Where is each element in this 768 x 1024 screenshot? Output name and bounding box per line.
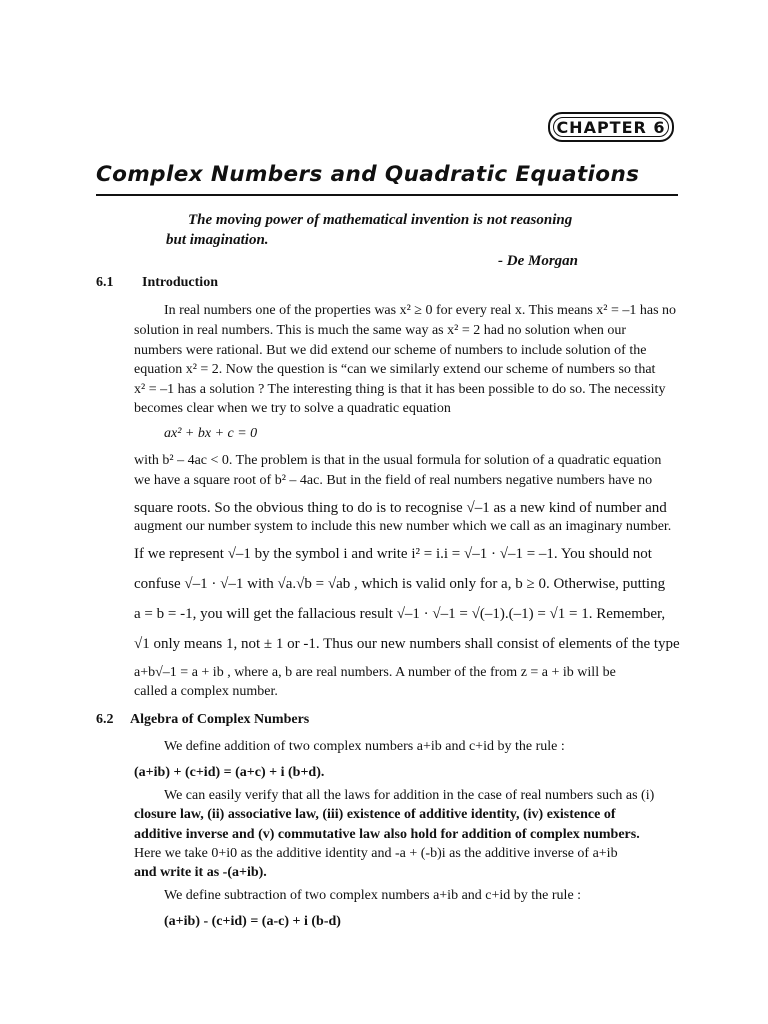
subtraction-rule: (a+ib) - (c+id) = (a-c) + i (b-d) — [164, 914, 341, 929]
paragraph-line: called a complex number. — [134, 684, 278, 699]
paragraph-line: If we represent √–1 by the symbol i and write i² = i.i = √–1 · √–1 = –1. You should not — [134, 546, 652, 562]
paragraph-line: equation x² = 2. Now the question is “can we similarly extend our scheme of numbers so that — [134, 362, 656, 377]
chapter-badge — [548, 112, 674, 142]
epigraph-line-1: The moving power of mathematical invention is not reasoning — [188, 212, 573, 228]
paragraph-line: with b² – 4ac < 0. The problem is that in the usual formula for solution of a quadratic equation — [134, 453, 662, 468]
paragraph-line: a = b = -1, you will get the fallacious result √–1 · √–1 = √(–1).(–1) = √1 = 1. Remember, — [134, 606, 666, 622]
paragraph-line: becomes clear when we try to solve a quadratic equation — [134, 401, 451, 416]
paragraph-line: √1 only means 1, not ± 1 or -1. Thus our new numbers shall consist of elements of the type — [134, 636, 680, 652]
epigraph-line-2: but imagination. — [166, 232, 269, 248]
paragraph-line: x² = –1 has a solution ? The interesting thing is that it has been possible to do so. The necessity — [134, 382, 666, 397]
paragraph-line: square roots. So the obvious thing to do is to recognise √–1 as a new kind of number and — [134, 500, 667, 516]
paragraph-line: In real numbers one of the properties was x² ≥ 0 for every real x. This means x² = –1 has no — [164, 303, 677, 318]
paragraph-line: numbers were rational. But we did extend our scheme of numbers to include solution of the — [134, 343, 647, 358]
paragraph-line: additive inverse and (v) commutative law also hold for addition of complex numbers. — [134, 827, 640, 842]
section-number: 6.2 — [96, 712, 114, 727]
paragraph-line: augment our number system to include this new number which we call as an imaginary number. — [134, 519, 672, 534]
paragraph-line: solution in real numbers. This is much the same way as x² = 2 had no solution when our — [134, 323, 627, 338]
title-underline — [96, 194, 678, 196]
paragraph-line: a+b√–1 = a + ib , where a, b are real numbers. A number of the from z = a + ib will be — [134, 665, 616, 680]
epigraph-author: - De Morgan — [498, 253, 579, 269]
paragraph-line: we have a square root of b² – 4ac. But in the field of real numbers negative numbers have no — [134, 473, 653, 488]
paragraph-line: and write it as -(a+ib). — [134, 865, 267, 880]
chapter-label: CHAPTER 6 — [556, 117, 666, 137]
section-title: Algebra of Complex Numbers — [130, 712, 310, 727]
section-number: 6.1 — [96, 275, 114, 290]
paragraph-line: confuse √–1 · √–1 with √a.√b = √ab , which is valid only for a, b ≥ 0. Otherwise, putting — [134, 576, 666, 592]
addition-rule: (a+ib) + (c+id) = (a+c) + i (b+d). — [134, 765, 325, 780]
section-title: Introduction — [142, 275, 218, 290]
paragraph-line: We define addition of two complex numbers a+ib and c+id by the rule : — [164, 739, 565, 754]
paragraph-line: Here we take 0+i0 as the additive identity and -a + (-b)i as the additive inverse of a+ib — [134, 846, 618, 861]
chapter-title: Complex Numbers and Quadratic Equations — [96, 162, 640, 187]
paragraph-line: We define subtraction of two complex numbers a+ib and c+id by the rule : — [164, 888, 582, 903]
paragraph-line: closure law, (ii) associative law, (iii) existence of additive identity, (iv) existence of — [134, 807, 616, 822]
paragraph-line: We can easily verify that all the laws for addition in the case of real numbers such as (i) — [164, 788, 655, 803]
quadratic-equation: ax² + bx + c = 0 — [164, 426, 258, 441]
